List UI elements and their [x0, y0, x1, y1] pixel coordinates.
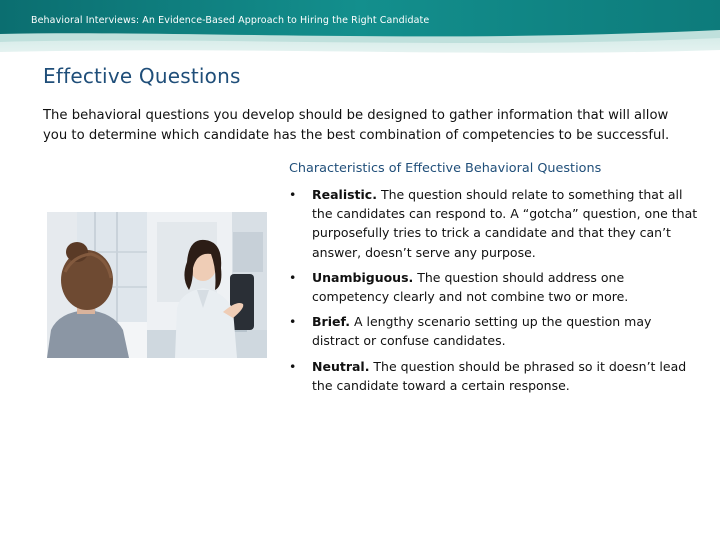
- bullet-icon: •: [289, 314, 297, 330]
- intro-paragraph: The behavioral questions you develop should be designed to gather information that will allow you to determine which candidate has the best combination of competencies to be successful.: [43, 108, 670, 143]
- list-item: [289, 312, 699, 350]
- item-term: Realistic.: [312, 187, 377, 202]
- list-item: [289, 185, 699, 262]
- item-text: The question should relate to something that all the candidates can respond to. A “gotcha” question, one that purposefully tries to trick a candidate and that they can’t answer, doesn’t serve any purpose.: [312, 187, 698, 260]
- bullet-icon: •: [289, 269, 297, 285]
- slide-title: Effective Questions: [43, 64, 241, 88]
- bullet-icon: •: [289, 358, 297, 374]
- characteristics-heading: Characteristics of Effective Behavioral Questions: [289, 161, 602, 176]
- item-term: Neutral.: [312, 358, 370, 374]
- list-item: [289, 357, 699, 395]
- item-term: Brief.: [312, 314, 350, 330]
- list-item: [289, 268, 699, 306]
- item-text: The question should address one competency clearly and not combine two or more.: [312, 269, 629, 305]
- item-text: A lengthy scenario setting up the question may distract or confuse candidates.: [312, 314, 652, 349]
- characteristics-list: [289, 185, 699, 395]
- header-title: Behavioral Interviews: An Evidence-Based Approach to Hiring the Right Candidate: [31, 15, 430, 26]
- bullet-icon: •: [289, 187, 297, 202]
- interview-photo: [47, 212, 267, 358]
- item-term: Unambiguous.: [312, 269, 414, 285]
- item-text: The question should be phrased so it doesn’t lead the candidate toward a certain response.: [312, 358, 687, 393]
